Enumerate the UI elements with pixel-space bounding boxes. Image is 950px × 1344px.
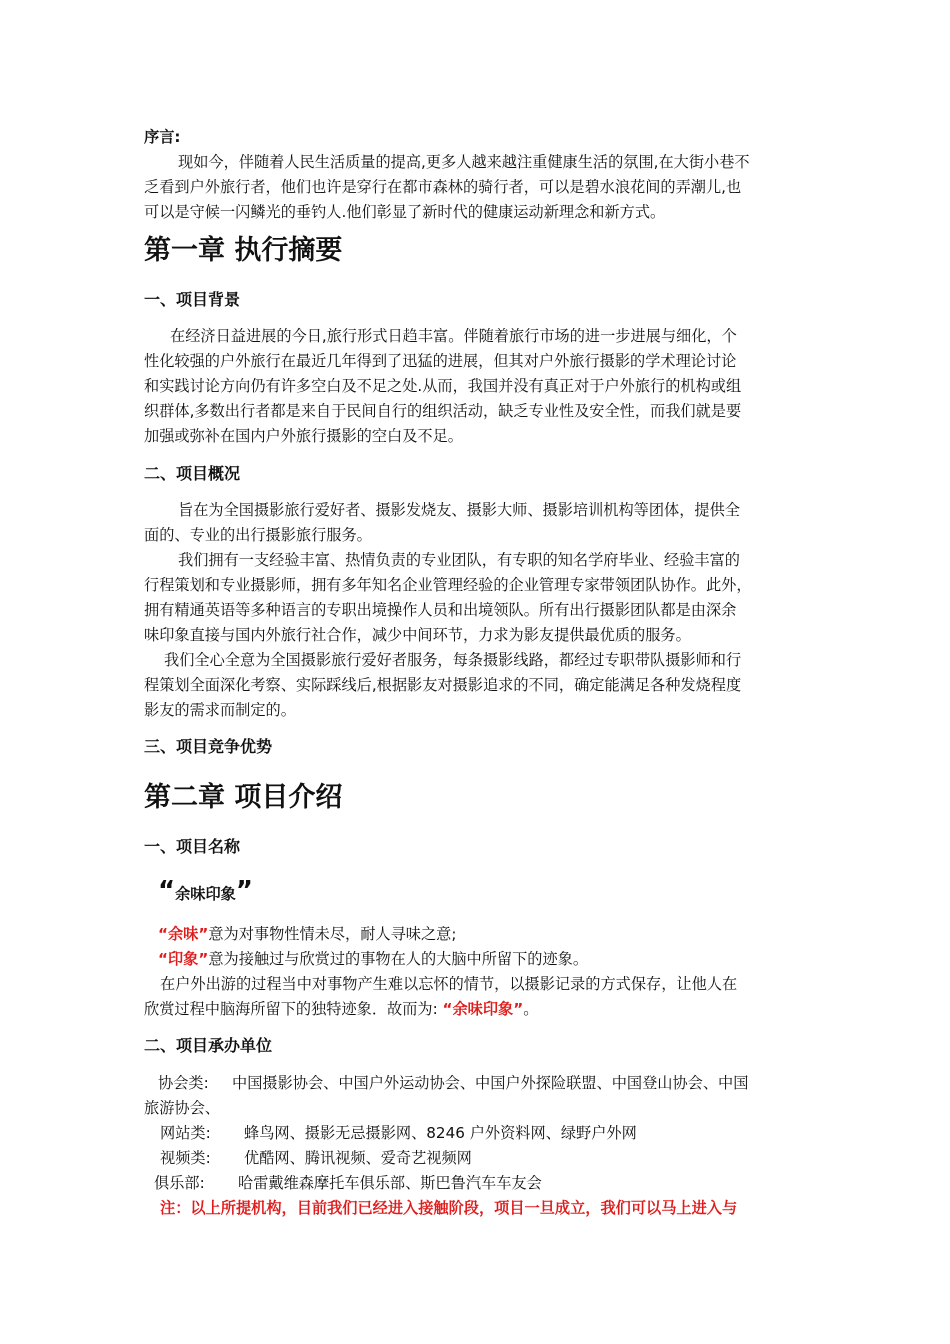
overview-p2-line-1: 我们拥有一支经验丰富、热情负责的专业团队，有专职的知名学府毕业、经验丰富的 xyxy=(178,551,740,569)
assoc-line-1: 中国摄影协会、中国户外运动协会、中国户外探险联盟、中国登山协会、中国 xyxy=(232,1074,749,1092)
name-para-end: 。 xyxy=(523,1000,539,1018)
brand-open-quote: “ xyxy=(158,876,176,906)
preface-line-1: 现如今，伴随着人民生活质量的提高,更多人越来越注重健康生活的氛围,在大街小巷不 xyxy=(178,153,750,171)
club-text: 哈雷戴维森摩托车俱乐部、斯巴鲁汽车车友会 xyxy=(238,1174,542,1192)
club-label: 俱乐部: xyxy=(154,1174,205,1192)
overview-p3-line-2: 程策划全面深化考察、实际踩线后,根据影友对摄影追求的不同，确定能满足各种发烧程度 xyxy=(144,676,742,694)
name-para-term: “余味印象” xyxy=(442,1000,524,1018)
section-background-heading: 一、项目背景 xyxy=(144,290,241,309)
definition-2-term: “印象” xyxy=(158,950,209,968)
definition-1 xyxy=(158,922,456,947)
section-overview-heading: 二、项目概况 xyxy=(144,464,241,483)
overview-p1-line-2: 面的、专业的出行摄影旅行服务。 xyxy=(144,526,372,544)
definition-2 xyxy=(158,947,588,972)
overview-p2-line-2: 行程策划和专业摄影师，拥有多年知名企业管理经验的企业管理专家带领团队协作。此外， xyxy=(144,576,752,594)
assoc-label: 协会类: xyxy=(158,1074,209,1092)
definition-2-text: 意为接触过与欣赏过的事物在人的大脑中所留下的迹象。 xyxy=(208,950,589,968)
overview-p3-line-1: 我们全心全意为全国摄影旅行爱好者服务，每条摄影线路，都经过专职带队摄影师和行 xyxy=(164,651,742,669)
overview-p2-line-4: 味印象直接与国内外旅行社合作，减少中间环节，力求为影友提供最优质的服务。 xyxy=(144,626,691,644)
name-para-line-1: 在户外出游的过程当中对事物产生难以忘怀的情节，以摄影记录的方式保存，让他人在 xyxy=(160,975,738,993)
assoc-line-2: 旅游协会、 xyxy=(144,1099,220,1117)
definition-1-text: 意为对事物性情未尽，耐人寻味之意; xyxy=(208,925,457,943)
section-name-heading: 一、项目名称 xyxy=(144,837,241,856)
note-text: 注：以上所提机构，目前我们已经进入接触阶段，项目一旦成立，我们可以马上进入与 xyxy=(160,1199,738,1217)
brand-text: 余味印象 xyxy=(175,885,236,903)
chapter-2-heading: 第二章 项目介绍 xyxy=(144,782,343,813)
overview-p1-line-1: 旨在为全国摄影旅行爱好者、摄影发烧友、摄影大师、摄影培训机构等团体，提供全 xyxy=(178,501,740,519)
preface-line-3: 可以是守候一闪鳞光的垂钓人.他们彰显了新时代的健康运动新理念和新方式。 xyxy=(144,203,666,221)
video-text: 优酷网、腾讯视频、爱奇艺视频网 xyxy=(244,1149,472,1167)
overview-p2-line-3: 拥有精通英语等多种语言的专职出境操作人员和出境领队。所有出行摄影团队都是由深余 xyxy=(144,601,737,619)
name-para-text: 欣赏过程中脑海所留下的独特迹象．故而为: xyxy=(144,1000,443,1018)
section-organizers-heading: 二、项目承办单位 xyxy=(144,1036,273,1055)
preface-title: 序言: xyxy=(144,128,181,146)
name-para-line-2 xyxy=(144,997,538,1022)
brand-close-quote: ” xyxy=(235,876,253,906)
definition-1-term: “余味” xyxy=(158,925,209,943)
section-advantage-heading: 三、项目竞争优势 xyxy=(144,737,273,756)
web-text: 蜂鸟网、摄影无忌摄影网、8246 户外资料网、绿野户外网 xyxy=(244,1124,637,1142)
video-label: 视频类: xyxy=(160,1149,211,1167)
background-line-3: 和实践讨论方向仍有许多空白及不足之处.从而，我国并没有真正对于户外旅行的机构或组 xyxy=(144,377,742,395)
background-line-1: 在经济日益进展的今日,旅行形式日趋丰富。伴随着旅行市场的进一步进展与细化，个 xyxy=(170,327,737,345)
preface-line-2: 乏看到户外旅行者，他们也许是穿行在都市森林的骑行者，可以是碧水浪花间的弄潮儿,也 xyxy=(144,178,742,196)
background-line-4: 织群体,多数出行者都是来自于民间自行的组织活动，缺乏专业性及安全性，而我们就是要 xyxy=(144,402,742,420)
web-label: 网站类: xyxy=(160,1124,211,1142)
overview-p3-line-3: 影友的需求而制定的。 xyxy=(144,701,296,719)
background-line-5: 加强或弥补在国内户外旅行摄影的空白及不足。 xyxy=(144,427,463,445)
brand-name xyxy=(158,876,253,906)
background-line-2: 性化较强的户外旅行在最近几年得到了迅猛的进展，但其对户外旅行摄影的学术理论讨论 xyxy=(144,352,737,370)
chapter-1-heading: 第一章 执行摘要 xyxy=(144,235,343,266)
